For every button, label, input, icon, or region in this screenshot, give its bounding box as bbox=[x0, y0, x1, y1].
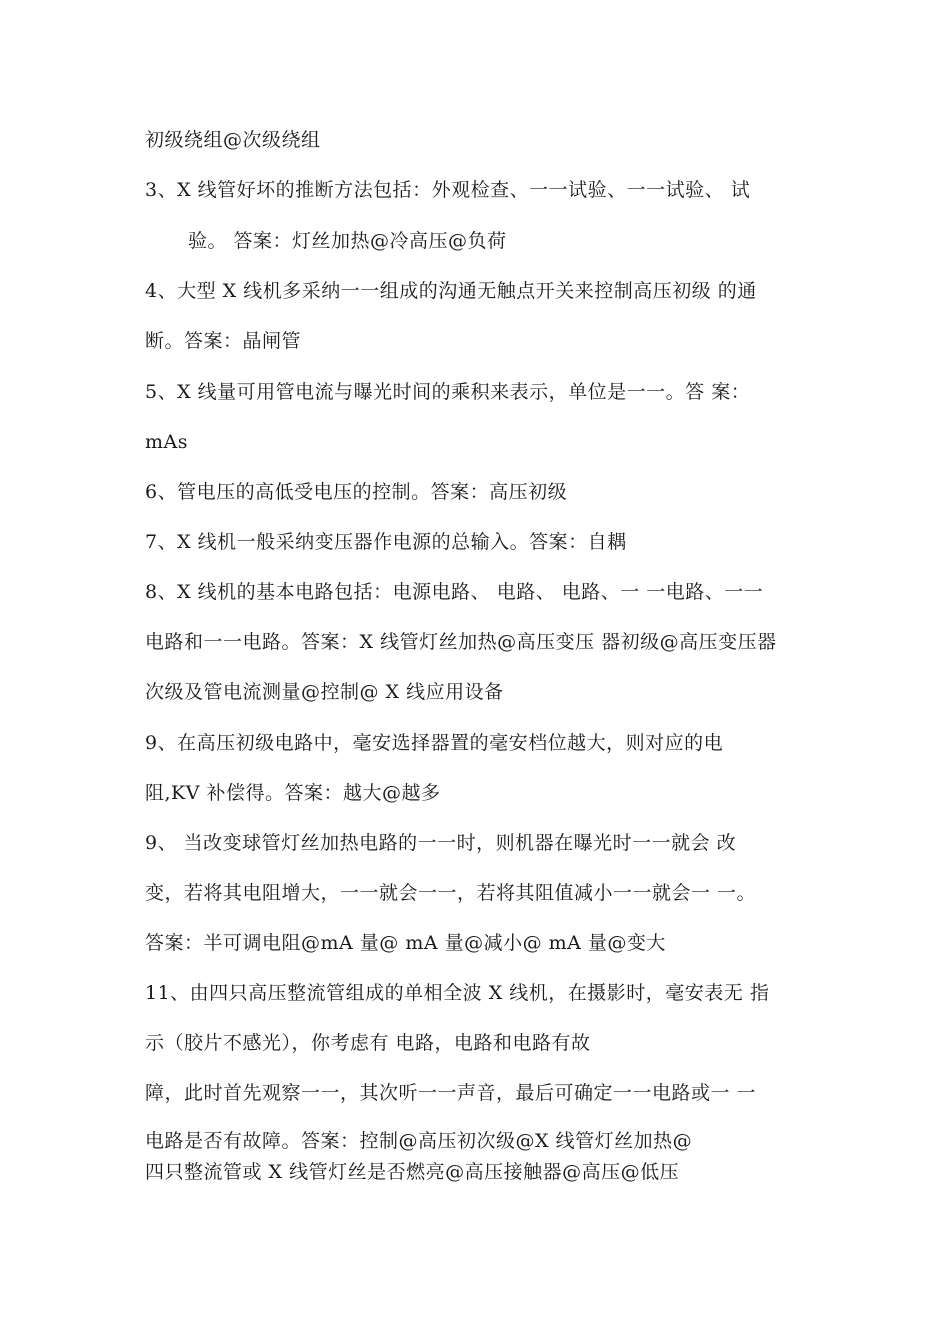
text-line: 电路是否有故障。答案：控制@高压初次级@X 线管灯丝加热@ bbox=[145, 1130, 693, 1152]
text-line: 9、 当改变球管灯丝加热电路的一一时，则机器在曝光时一一就会 改 bbox=[145, 832, 737, 854]
text-line: 次级及管电流测量@控制@ X 线应用设备 bbox=[145, 681, 504, 703]
text-line: 答案：半可调电阻@mA 量@ mA 量@减小@ mA 量@变大 bbox=[145, 932, 666, 954]
text-line: 11、由四只高压整流管组成的单相全波 X 线机，在摄影时，毫安表无 指 bbox=[145, 982, 770, 1004]
text-line: 6、管电压的高低受电压的控制。答案：高压初级 bbox=[145, 481, 568, 503]
text-line: 电路和一一电路。答案：X 线管灯丝加热@高压变压 器初级@高压变压器 bbox=[145, 631, 777, 653]
text-line: 验。 答案：灯丝加热@冷高压@负荷 bbox=[188, 230, 507, 252]
text-line: 初级绕组@次级绕组 bbox=[145, 129, 321, 151]
text-line: 9、在高压初级电路中，毫安选择器置的毫安档位越大，则对应的电 bbox=[145, 732, 724, 754]
text-line: 5、X 线量可用管电流与曝光时间的乘积来表示，单位是一一。答 案： bbox=[145, 381, 751, 403]
text-line: 障，此时首先观察一一，其次听一一声音，最后可确定一一电路或一 一 bbox=[145, 1082, 757, 1104]
text-line: 变，若将其电阻增大，一一就会一一，若将其阻值减小一一就会一 一。 bbox=[145, 882, 757, 904]
text-line: 阻,KV 补偿得。答案：越大@越多 bbox=[145, 782, 441, 804]
text-line: 断。答案：晶闸管 bbox=[145, 330, 302, 352]
text-line: 3、X 线管好坏的推断方法包括：外观检查、一一试验、一一试验、 试 bbox=[145, 179, 751, 201]
text-line: 四只整流管或 X 线管灯丝是否燃亮@高压接触器@高压@低压 bbox=[145, 1161, 680, 1183]
text-line: 示（胶片不感光），你考虑有 电路，电路和电路有故 bbox=[145, 1032, 591, 1054]
text-line: mAs bbox=[145, 431, 188, 453]
text-line: 7、X 线机一般采纳变压器作电源的总输入。答案：自耦 bbox=[145, 531, 627, 553]
text-line: 8、X 线机的基本电路包括：电源电路、 电路、 电路、一 一电路、一一 bbox=[145, 581, 764, 603]
text-line: 4、大型 X 线机多采纳一一组成的沟通无触点开关来控制高压初级 的通 bbox=[145, 280, 757, 302]
